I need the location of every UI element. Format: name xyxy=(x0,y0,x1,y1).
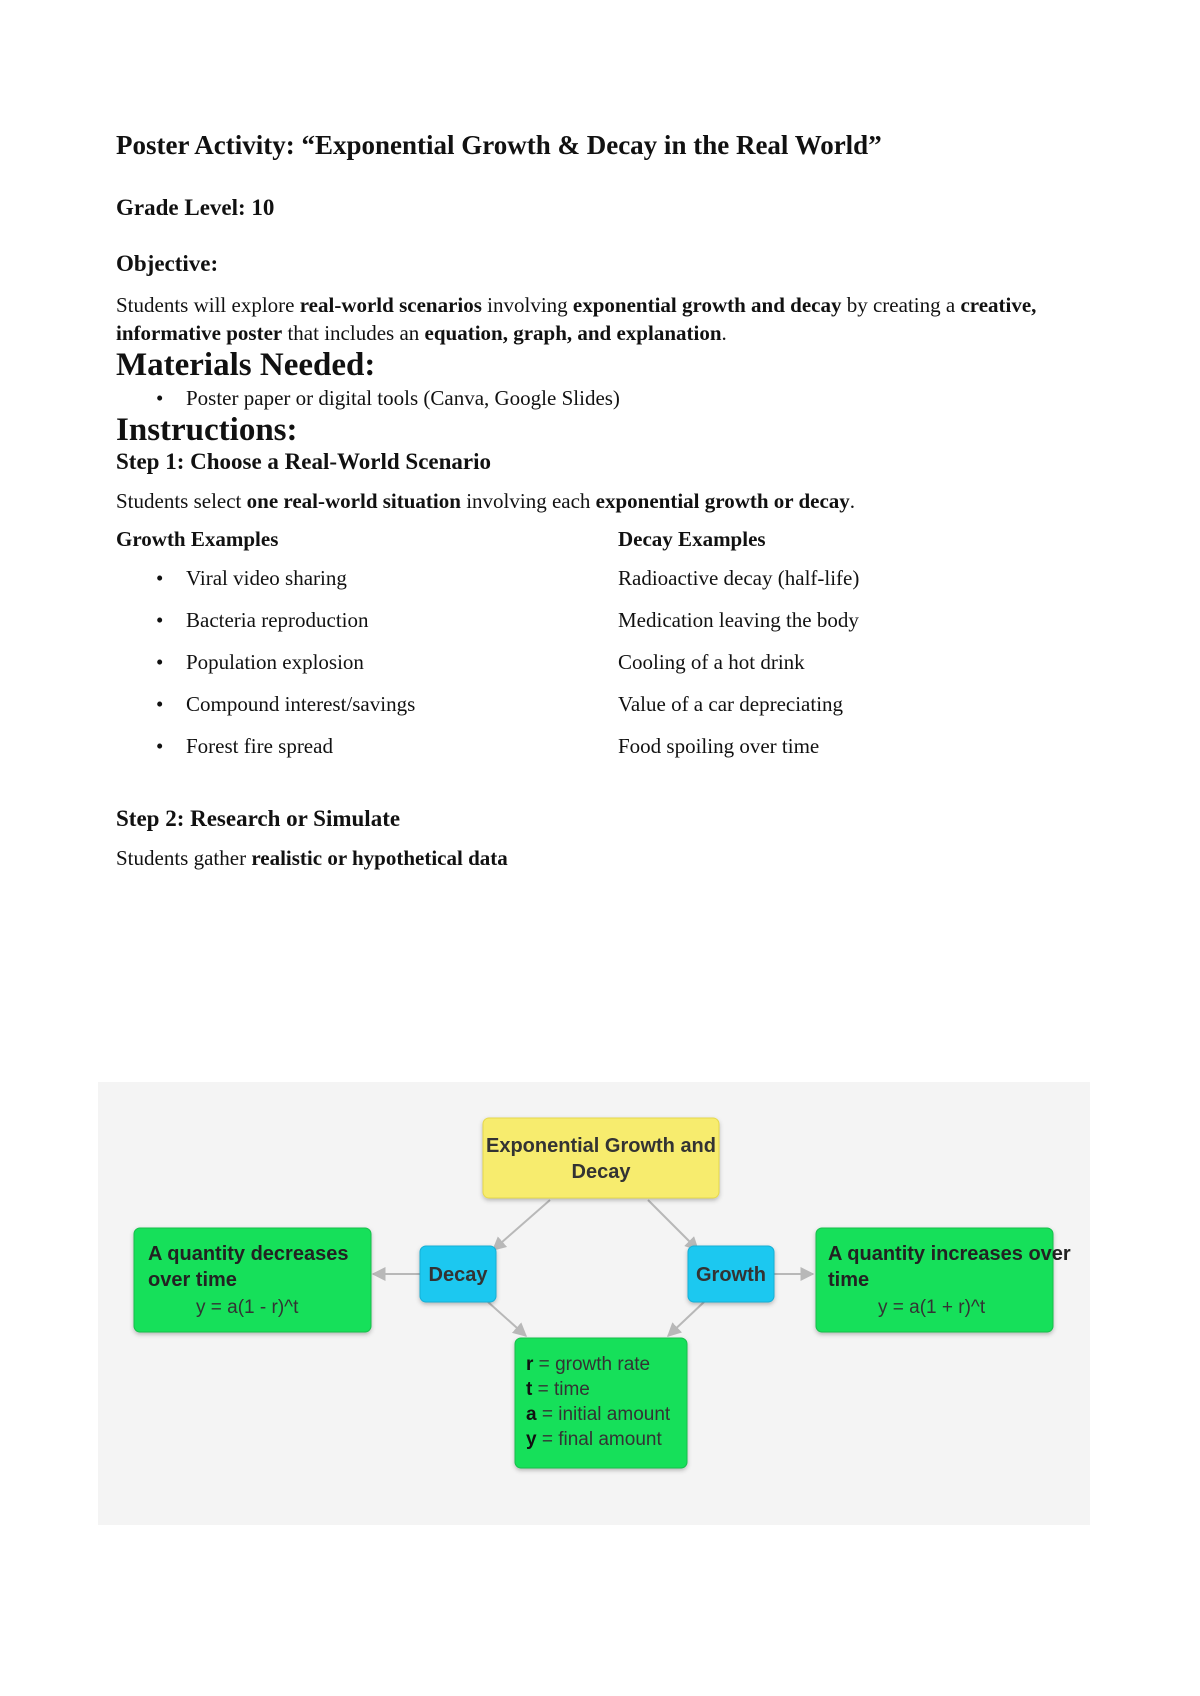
node-variables-legend xyxy=(515,1338,687,1468)
decay-example: Radioactive decay (half-life) xyxy=(618,566,860,590)
document-title: Poster Activity: “Exponential Growth & Decay in the Real World” xyxy=(116,130,882,160)
node-decay xyxy=(420,1246,496,1302)
legend-row: t = time xyxy=(526,1379,590,1400)
legend-row: r = growth rate xyxy=(526,1354,651,1375)
growth-example: • Viral video sharing xyxy=(116,564,618,606)
instructions-heading: Instructions: xyxy=(116,412,298,448)
node-decrease xyxy=(134,1228,371,1332)
grade-level: Grade Level: 10 xyxy=(116,195,275,220)
decay-example: Cooling of a hot drink xyxy=(618,650,805,674)
decay-examples-header: Decay Examples xyxy=(618,527,766,551)
examples-table xyxy=(116,525,1106,774)
growth-node-label: Growth xyxy=(696,1264,766,1286)
materials-heading: Materials Needed: xyxy=(116,347,376,383)
step1-text: Students select one real-world situation involving each exponential growth or decay. xyxy=(116,489,856,513)
decay-examples-column xyxy=(618,525,1106,774)
decay-node-label: Decay xyxy=(428,1264,488,1286)
legend-row: a = initial amount xyxy=(526,1404,671,1425)
node-growth xyxy=(688,1246,774,1302)
growth-decay-diagram xyxy=(98,1082,1090,1525)
growth-formula: y = a(1 + r)^t xyxy=(878,1297,986,1318)
decay-example: Food spoiling over time xyxy=(618,734,820,758)
diagram-svg xyxy=(98,1082,1090,1525)
top-node-line1: Exponential Growth and xyxy=(485,1135,717,1157)
decrease-line2: over time xyxy=(148,1269,237,1291)
arrow-growth-to-legend xyxy=(668,1302,704,1336)
decay-formula: y = a(1 - r)^t xyxy=(196,1297,299,1318)
step1-heading: Step 1: Choose a Real-World Scenario xyxy=(116,449,492,474)
node-increase xyxy=(816,1228,1071,1332)
decay-example: Medication leaving the body xyxy=(618,608,859,632)
increase-line2: time xyxy=(828,1269,870,1291)
objective-text: Students will explore real-world scenarios involving exponential growth and decay by creating a creative, informative poster that includes an equation, graph, and explanation. xyxy=(116,293,1037,345)
document-page xyxy=(116,130,1106,872)
decrease-line1: A quantity decreases xyxy=(148,1243,349,1265)
growth-example: • Forest fire spread xyxy=(116,732,618,774)
growth-examples-column xyxy=(116,525,618,774)
arrow-top-to-growth xyxy=(648,1200,698,1250)
arrow-decay-to-legend xyxy=(488,1302,526,1336)
growth-example: • Bacteria reproduction xyxy=(116,606,618,648)
increase-line1: A quantity increases over xyxy=(828,1243,1071,1265)
node-exponential-growth-decay xyxy=(483,1118,719,1198)
legend-row: y = final amount xyxy=(526,1429,662,1450)
growth-examples-header: Growth Examples xyxy=(116,527,279,551)
decay-example: Value of a car depreciating xyxy=(618,692,844,716)
objective-label: Objective: xyxy=(116,251,219,276)
materials-item: • Poster paper or digital tools (Canva, Google Slides) xyxy=(116,384,1106,412)
arrow-top-to-decay xyxy=(493,1200,550,1250)
growth-example: • Compound interest/savings xyxy=(116,690,618,732)
top-node-line2: Decay xyxy=(571,1161,631,1183)
step2-heading: Step 2: Research or Simulate xyxy=(116,806,401,831)
step2-text: Students gather realistic or hypothetical data xyxy=(116,846,508,870)
growth-example: • Population explosion xyxy=(116,648,618,690)
materials-list xyxy=(116,384,1106,412)
